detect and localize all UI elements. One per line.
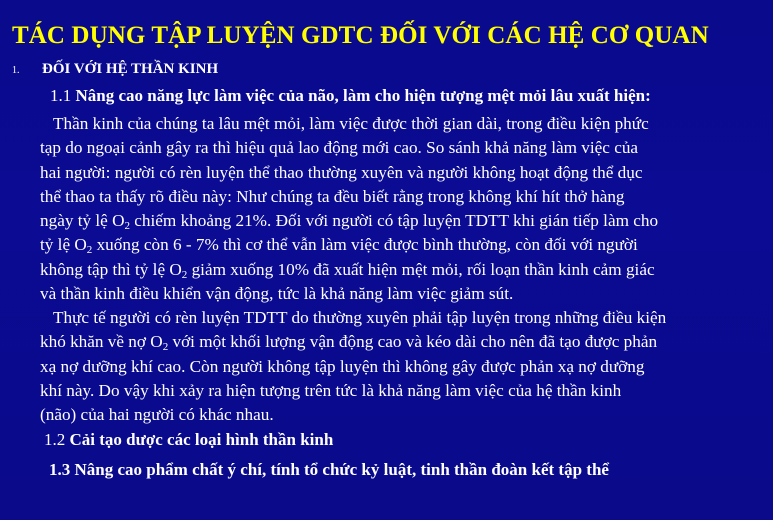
paragraph-2-line: khí này. Do vậy khi xảy ra hiện tượng trên tức là khả năng làm việc của hệ thần kinh <box>40 380 622 400</box>
paragraph-1 <box>40 112 766 306</box>
paragraph-2-line: xạ nợ dưỡng khí cao. Còn người không tập luyện thì không gây được phản xạ nợ dưỡng <box>40 356 645 376</box>
subsection-1-3-heading: 1.3 Nâng cao phẩm chất ý chí, tính tổ chức kỷ luật, tinh thần đoàn kết tập thể <box>49 460 609 479</box>
paragraph-1-line: thể thao ta thấy rõ điều này: Như chúng ta đều biết rằng trong không khí hít thở hàng <box>40 186 625 206</box>
section-1-heading <box>12 61 218 78</box>
paragraph-1-line: hai người: người có rèn luyện thể thao thường xuyên và người không hoạt động thể dục <box>40 162 643 182</box>
subsection-1-1-heading <box>50 86 651 106</box>
slide-title: TÁC DỤNG TẬP LUYỆN GDTC ĐỐI VỚI CÁC HỆ CƠ QUAN <box>12 22 709 49</box>
section-1-text: ĐỐI VỚI HỆ THẦN KINH <box>42 61 219 77</box>
paragraph-1-line: không tập thì tỷ lệ $O_2$ giảm xuống 10% đã xuất hiện mệt mỏi, rối loạn thần kinh cảm giác <box>40 259 655 281</box>
subsection-1-2-number: 1.2 <box>44 430 66 449</box>
paragraph-1-line: tỷ lệ $O_2$ xuống còn 6 - 7% thì cơ thể vẫn làm việc được bình thường, còn đối với người <box>40 235 638 257</box>
subsection-1-2-text: Cải tạo dược các loại hình thần kinh <box>69 430 334 449</box>
paragraph-1-line: tạp do ngoại cảnh gây ra thì hiệu quả lao động mới cao. So sánh khả năng làm việc của <box>40 138 639 158</box>
subsection-1-2-heading <box>44 430 333 450</box>
section-1-number: 1. <box>12 65 20 76</box>
paragraph-2-line: Thực tế người có rèn luyện TDTT do thường xuyên phải tập luyện trong những điều kiện <box>53 308 667 327</box>
paragraph-2-line: (não) của hai người có khác nhau. <box>40 405 274 425</box>
subsection-1-1-number: 1.1 <box>50 86 72 105</box>
paragraph-1-line: Thần kinh của chúng ta lâu mệt mỏi, làm việc được thời gian dài, trong điều kiện phức <box>53 114 649 133</box>
paragraph-1-line: ngày tỷ lệ $O_2$ chiếm khoảng 21%. Đối với người có tập luyện TDTT khi gián tiếp làm cho <box>40 211 659 233</box>
subsection-1-1-text: Nâng cao năng lực làm việc của não, làm cho hiện tượng mệt mỏi lâu xuất hiện: <box>75 86 651 105</box>
paragraph-2 <box>40 306 766 427</box>
paragraph-2-line: khó khăn về nợ $O_2$ với một khối lượng vận động cao và kéo dài cho nên đã tạo được phản <box>40 332 658 354</box>
paragraph-1-line: và thần kinh điều khiển vận động, tức là khả năng làm việc giảm sút. <box>40 284 514 304</box>
